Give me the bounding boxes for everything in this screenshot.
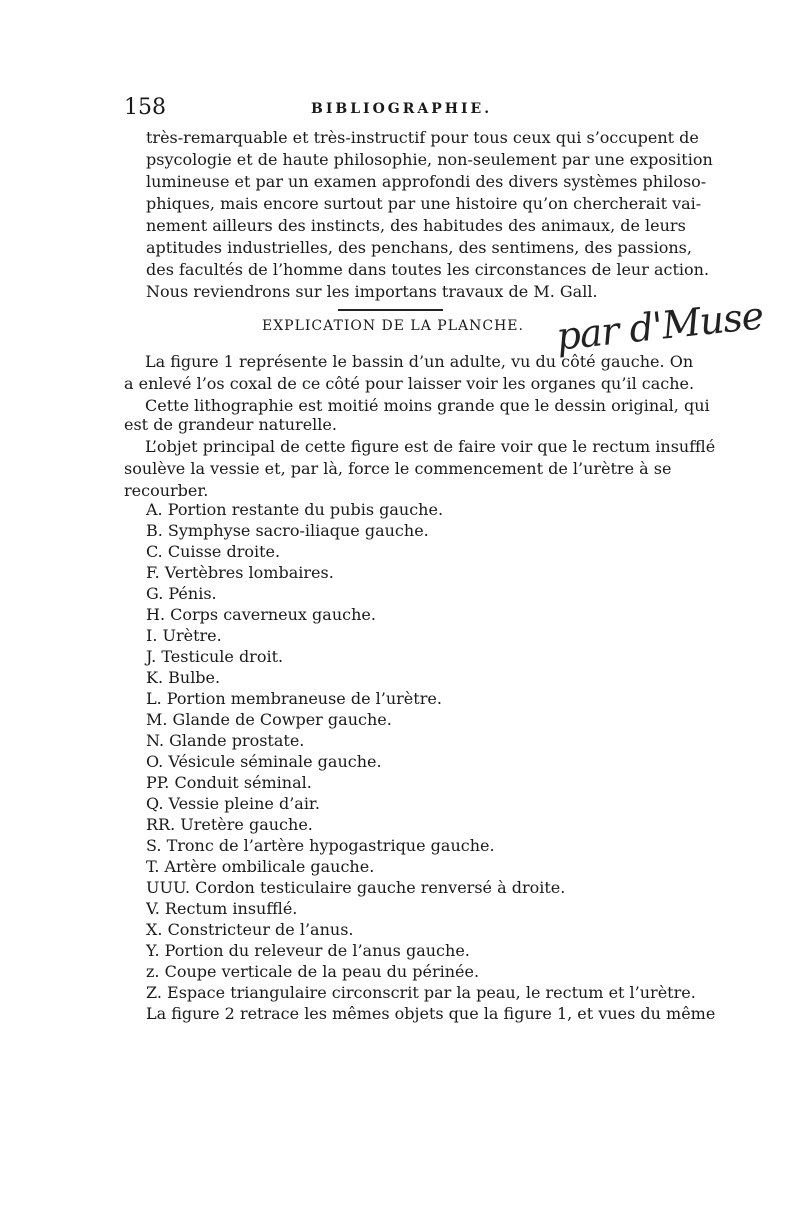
- legend-item: Q. Vessie pleine d’air.: [146, 794, 320, 813]
- legend-item: G. Pénis.: [146, 584, 217, 603]
- legend-item: H. Corps caverneux gauche.: [146, 605, 376, 624]
- explanation-line: est de grandeur naturelle.: [124, 415, 337, 434]
- explanation-line: a enlevé l’os coxal de ce côté pour laisser voir les organes qu’il cache.: [124, 374, 695, 393]
- intro-line: nement ailleurs des instincts, des habitudes des animaux, de leurs: [146, 216, 686, 235]
- legend-item: V. Rectum insufflé.: [146, 899, 298, 918]
- legend-item: L. Portion membraneuse de l’urètre.: [146, 689, 442, 708]
- legend-item: PP. Conduit séminal.: [146, 773, 312, 792]
- explanation-line: La figure 1 représente le bassin d’un adulte, vu du côté gauche. On: [145, 352, 694, 371]
- legend-item: X. Constricteur de l’anus.: [146, 920, 354, 939]
- legend-item: A. Portion restante du pubis gauche.: [146, 500, 444, 519]
- intro-line: phiques, mais encore surtout par une histoire qu’on chercherait vai-: [146, 194, 702, 213]
- legend-item: C. Cuisse droite.: [146, 542, 281, 561]
- explanation-line: recourber.: [124, 481, 209, 500]
- closing-line: La figure 2 retrace les mêmes objets que la figure 1, et vues du même: [146, 1004, 716, 1023]
- intro-line: des facultés de l’homme dans toutes les circonstances de leur action.: [146, 260, 710, 279]
- legend-item: N. Glande prostate.: [146, 731, 305, 750]
- legend-item: J. Testicule droit.: [146, 647, 284, 666]
- explanation-line: L’objet principal de cette figure est de faire voir que le rectum insufflé: [145, 437, 716, 456]
- explanation-line: Cette lithographie est moitié moins grande que le dessin original, qui: [145, 396, 710, 415]
- legend-item: O. Vésicule séminale gauche.: [146, 752, 382, 771]
- legend-item: T. Artère ombilicale gauche.: [146, 857, 375, 876]
- legend-item: RR. Uretère gauche.: [146, 815, 313, 834]
- running-title: BIBLIOGRAPHIE.: [311, 101, 493, 117]
- handwritten-annotation: par d'Muse: [554, 293, 766, 359]
- legend-item: M. Glande de Cowper gauche.: [146, 710, 392, 729]
- section-title: EXPLICATION DE LA PLANCHE.: [262, 318, 524, 334]
- legend-item: z. Coupe verticale de la peau du périnée.: [146, 962, 480, 981]
- page-header: [124, 95, 664, 125]
- legend-item: F. Vertèbres lombaires.: [146, 563, 334, 582]
- legend-item: B. Symphyse sacro-iliaque gauche.: [146, 521, 429, 540]
- intro-line: psycologie et de haute philosophie, non-seulement par une exposition: [146, 150, 713, 169]
- legend-item: UUU. Cordon testiculaire gauche renversé à droite.: [146, 878, 566, 897]
- legend-item: Z. Espace triangulaire circonscrit par la peau, le rectum et l’urètre.: [146, 983, 696, 1002]
- legend-item: S. Tronc de l’artère hypogastrique gauche.: [146, 836, 495, 855]
- legend-item: I. Urètre.: [146, 626, 222, 645]
- legend-item: Y. Portion du releveur de l’anus gauche.: [146, 941, 470, 960]
- intro-line: lumineuse et par un examen approfondi des divers systèmes philoso-: [146, 172, 707, 191]
- section-divider: [338, 309, 443, 311]
- intro-line: aptitudes industrielles, des penchans, des sentimens, des passions,: [146, 238, 692, 257]
- intro-line: très-remarquable et très-instructif pour tous ceux qui s’occupent de: [146, 128, 699, 147]
- legend-item: K. Bulbe.: [146, 668, 221, 687]
- page-number: 158: [124, 95, 166, 120]
- explanation-line: soulève la vessie et, par là, force le commencement de l’urètre à se: [124, 459, 672, 478]
- intro-line: Nous reviendrons sur les importans travaux de M. Gall.: [146, 282, 598, 301]
